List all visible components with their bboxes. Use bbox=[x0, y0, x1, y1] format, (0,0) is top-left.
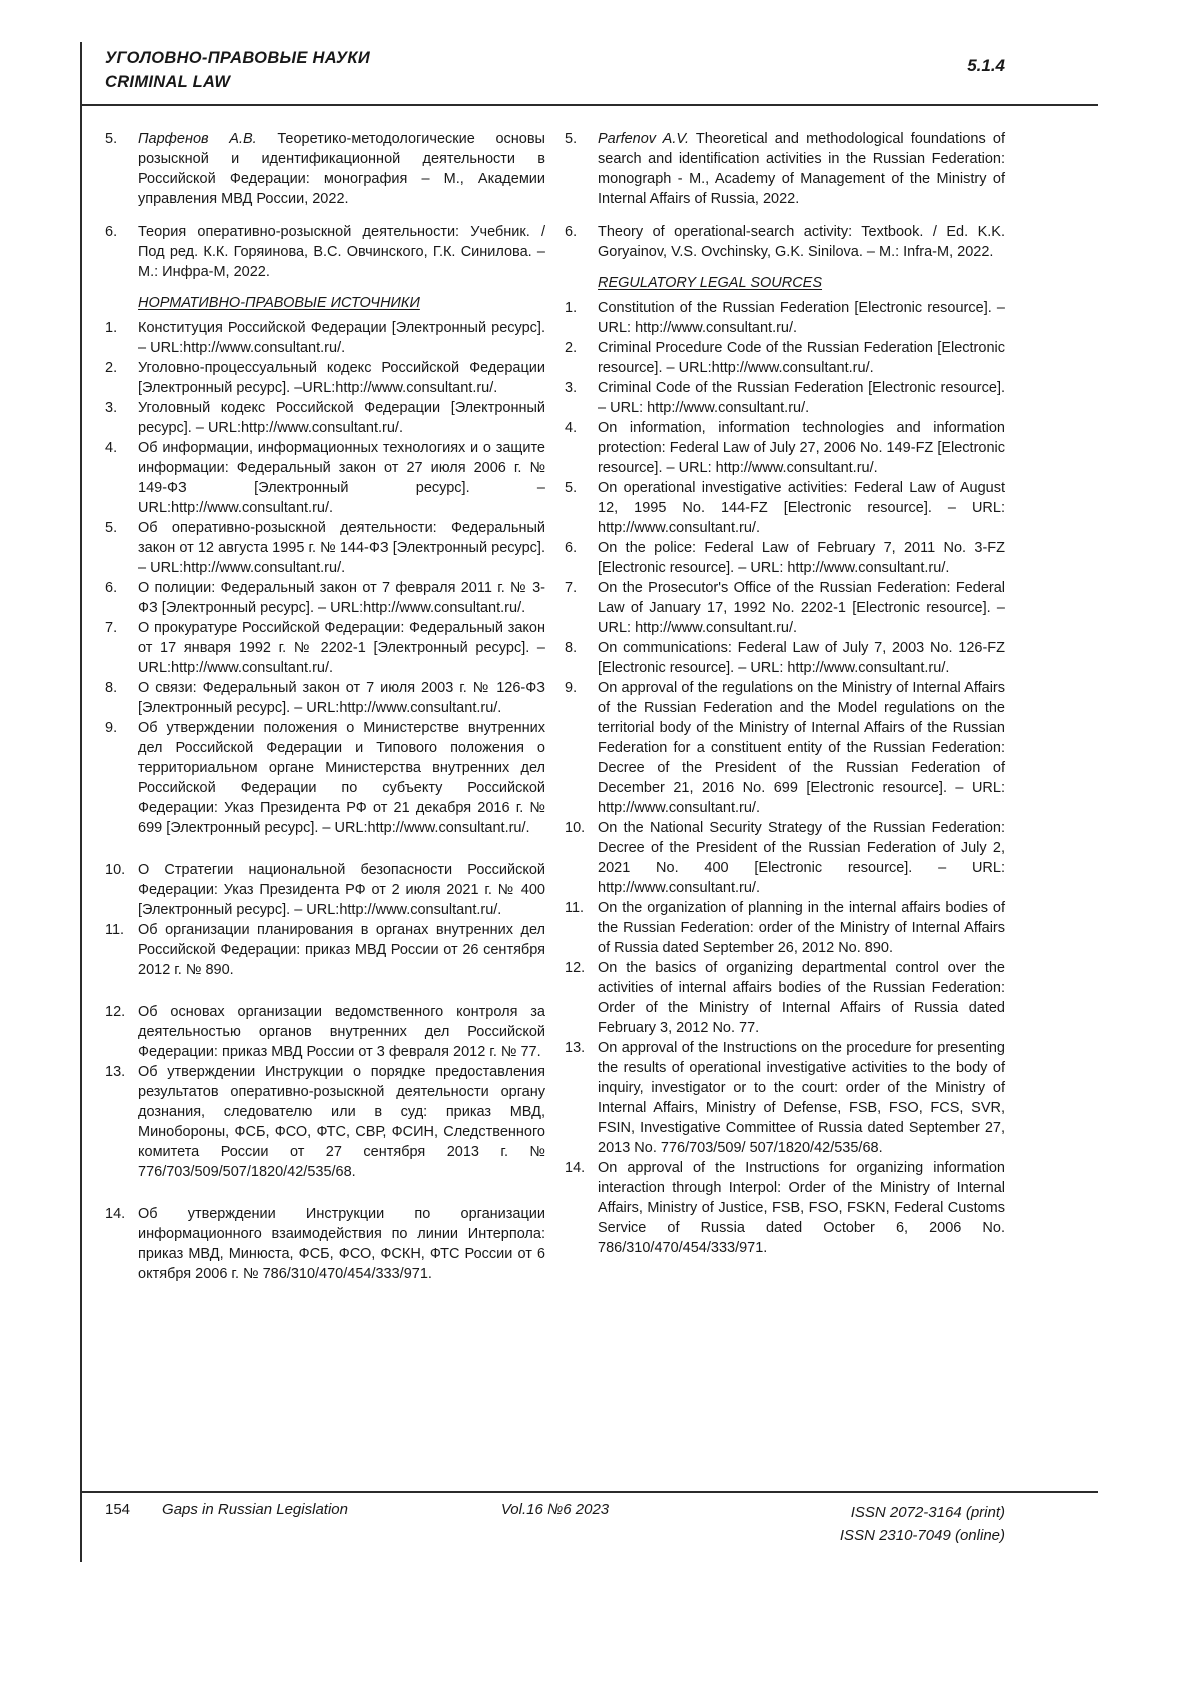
reference-body: Об утверждении Инструкции о порядке предоставления результатов оперативно-розыскной деятельности органу дознания, следователю или в суд: приказ МВД, Минобороны, ФСБ, ФСО, ФТС, СВР, ФСИН, Следственного комитета России от 27 сентября 2013 г. № 776/703/509/507/1820/42/535/68. bbox=[138, 1064, 545, 1180]
reference-text bbox=[138, 718, 545, 838]
reference-text bbox=[598, 538, 1005, 578]
source-item bbox=[105, 358, 545, 398]
source-item bbox=[105, 518, 545, 578]
source-item bbox=[565, 638, 1005, 678]
two-column-references bbox=[105, 129, 1005, 1284]
header-rule bbox=[80, 104, 1098, 106]
item-number: 1. bbox=[565, 300, 578, 316]
sources-heading-russian: НОРМАТИВНО-ПРАВОВЫЕ ИСТОЧНИКИ bbox=[138, 295, 420, 311]
reference-body: On the National Security Strategy of the Russian Federation: Decree of the President of the Russian Federation of July 2, 2021 No. 400 [Electronic resource]. – URL: http://www.consultant.ru/. bbox=[598, 820, 1005, 896]
reference-body: On approval of the Instructions for organizing information interaction through Interpol: Order of the Ministry of Internal Affairs, Ministry of Justice, FSB, FSO, FSKN, Federal Customs Service of Russia dated October 6, 2006 No. 786/310/470/454/333/971. bbox=[598, 1160, 1005, 1256]
page-header bbox=[105, 46, 1005, 94]
item-number: 6. bbox=[565, 224, 578, 240]
source-item bbox=[105, 1002, 545, 1062]
reference-text bbox=[138, 318, 545, 358]
reference-body: Теоретико-методологические основы розыскной и идентификационной деятельности в Российской Федерации: монография – М., Академии управления МВД России, 2022. bbox=[138, 131, 545, 207]
item-number: 5. bbox=[105, 131, 118, 147]
reference-body: О Стратегии национальной безопасности Российской Федерации: Указ Президента РФ от 2 июля 2021 г. № 400 [Электронный ресурс]. – URL:http://www.consultant.ru/. bbox=[138, 862, 545, 918]
reference-text bbox=[138, 398, 545, 438]
reference-text bbox=[598, 678, 1005, 818]
page-footer bbox=[105, 1501, 1005, 1547]
item-number: 3. bbox=[105, 400, 118, 416]
source-item bbox=[565, 898, 1005, 958]
source-item bbox=[105, 718, 545, 838]
reference-author: Парфенов А.В. bbox=[138, 131, 257, 147]
bibliography-list-english bbox=[565, 129, 1005, 262]
source-item bbox=[565, 538, 1005, 578]
source-item bbox=[105, 438, 545, 518]
source-item bbox=[565, 1158, 1005, 1258]
source-item bbox=[565, 338, 1005, 378]
reference-text bbox=[138, 860, 545, 920]
volume-issue: Vol.16 №6 2023 bbox=[500, 1501, 610, 1518]
journal-title: Gaps in Russian Legislation bbox=[162, 1501, 348, 1518]
item-number: 9. bbox=[105, 720, 118, 736]
source-item bbox=[105, 578, 545, 618]
sources-heading-english: REGULATORY LEGAL SOURCES bbox=[598, 275, 823, 291]
source-item bbox=[105, 920, 545, 980]
source-item bbox=[565, 578, 1005, 638]
reference-text bbox=[138, 1002, 545, 1062]
bibliography-item bbox=[565, 222, 1005, 262]
reference-body: О полиции: Федеральный закон от 7 февраля 2011 г. № 3-ФЗ [Электронный ресурс]. – URL:http://www.consultant.ru/. bbox=[138, 580, 545, 616]
reference-body: On the basics of organizing departmental control over the activities of internal affairs bodies of the Russian Federation: Order of the Ministry of Internal Affairs of Russia dated February 3, 2012 No. 77. bbox=[598, 960, 1005, 1036]
item-number: 14. bbox=[105, 1206, 126, 1222]
source-item bbox=[565, 378, 1005, 418]
reference-text bbox=[598, 129, 1005, 209]
reference-text bbox=[598, 818, 1005, 898]
reference-text bbox=[598, 338, 1005, 378]
reference-body: Об организации планирования в органах внутренних дел Российской Федерации: приказ МВД России от 26 сентября 2012 г. № 890. bbox=[138, 922, 545, 978]
reference-text bbox=[598, 1158, 1005, 1258]
source-item bbox=[105, 398, 545, 438]
reference-text bbox=[138, 618, 545, 678]
section-title-english: CRIMINAL LAW bbox=[105, 73, 231, 91]
reference-text bbox=[598, 898, 1005, 958]
item-number: 10. bbox=[565, 820, 586, 836]
column-russian bbox=[105, 129, 545, 1284]
reference-text bbox=[598, 418, 1005, 478]
reference-body: On approval of the regulations on the Ministry of Internal Affairs of the Russian Federation and the Model regulations on the territorial body of the Ministry of Internal Affairs of the Russian Federation for a constituent entity of the Russian Federation: Decree of the President of the Russian Federation of December 21, 2016 No. 699 [Electronic resource]. – URL: http://www.consultant.ru/. bbox=[598, 680, 1005, 816]
item-number: 4. bbox=[565, 420, 578, 436]
reference-text bbox=[598, 378, 1005, 418]
reference-body: О связи: Федеральный закон от 7 июля 2003 г. № 126-ФЗ [Электронный ресурс]. – URL:http://www.consultant.ru/. bbox=[138, 680, 545, 716]
issn-online: ISSN 2310-7049 (online) bbox=[839, 1527, 1005, 1544]
item-number: 4. bbox=[105, 440, 118, 456]
item-number: 10. bbox=[105, 862, 126, 878]
reference-body: О прокуратуре Российской Федерации: Федеральный закон от 17 января 1992 г. № 2202-1 [Электронный ресурс]. – URL:http://www.consultant.ru/. bbox=[138, 620, 545, 676]
page-number: 154 bbox=[105, 1501, 131, 1518]
footer-left-block bbox=[105, 1501, 414, 1547]
reference-text bbox=[598, 958, 1005, 1038]
reference-body: Criminal Code of the Russian Federation [Electronic resource]. – URL: http://www.consultant.ru/. bbox=[598, 380, 1005, 416]
item-number: 3. bbox=[565, 380, 578, 396]
source-item bbox=[565, 818, 1005, 898]
left-margin-rule bbox=[80, 42, 82, 1562]
item-number: 13. bbox=[105, 1064, 126, 1080]
item-number: 14. bbox=[565, 1160, 586, 1176]
footer-rule bbox=[80, 1491, 1098, 1493]
reference-body: Об оперативно-розыскной деятельности: Федеральный закон от 12 августа 1995 г. № 144-ФЗ [Электронный ресурс]. – URL:http://www.consultant.ru/. bbox=[138, 520, 545, 576]
reference-text bbox=[598, 1038, 1005, 1158]
source-item bbox=[565, 478, 1005, 538]
reference-body: On operational investigative activities: Federal Law of August 12, 1995 No. 144-FZ [Electronic resource]. – URL: http://www.consultant.ru/. bbox=[598, 480, 1005, 536]
source-item bbox=[565, 958, 1005, 1038]
reference-body: On approval of the Instructions on the procedure for presenting the results of operational investigative activities to the body of inquiry, investigator or to the court: order of the Ministry of Internal Affairs, Ministry of Defense, FSB, FSO, FCS, SVR, FSIN, Investigative Committee of Russia dated September 27, 2013 No. 776/703/509/ 507/1820/42/535/68. bbox=[598, 1040, 1005, 1156]
reference-text bbox=[138, 438, 545, 518]
section-titles bbox=[105, 46, 370, 94]
bibliography-item bbox=[105, 222, 545, 282]
reference-text bbox=[138, 678, 545, 718]
bibliography-item bbox=[565, 129, 1005, 209]
reference-author: Parfenov A.V. bbox=[598, 131, 689, 147]
column-english bbox=[565, 129, 1005, 1284]
item-number: 6. bbox=[565, 540, 578, 556]
reference-body: Об утверждении положения о Министерстве внутренних дел Российской Федерации и Типового положения о территориальном органе Министерства внутренних дел Российской Федерации по субъекту Российской Федерации: Указ Президента РФ от 21 декабря 2016 г. № 699 [Электронный ресурс]. – URL:http://www.consultant.ru/. bbox=[138, 720, 545, 836]
reference-body: Constitution of the Russian Federation [Electronic resource]. – URL: http://www.consultant.ru/. bbox=[598, 300, 1005, 336]
reference-text bbox=[138, 518, 545, 578]
reference-body: On the Prosecutor's Office of the Russian Federation: Federal Law of January 17, 1992 No. 2202-1 [Electronic resource]. – URL: http://www.consultant.ru/. bbox=[598, 580, 1005, 636]
source-item bbox=[105, 618, 545, 678]
item-number: 8. bbox=[565, 640, 578, 656]
reference-body: Теория оперативно-розыскной деятельности: Учебник. / Под ред. К.К. Горяинова, В.С. Овчинского, Г.К. Синилова. – М.: Инфра-М, 2022. bbox=[138, 224, 545, 280]
reference-body: On communications: Federal Law of July 7, 2003 No. 126-FZ [Electronic resource]. – URL: http://www.consultant.ru/. bbox=[598, 640, 1005, 676]
reference-text bbox=[138, 920, 545, 980]
reference-text bbox=[138, 578, 545, 618]
item-number: 12. bbox=[105, 1004, 126, 1020]
source-item bbox=[565, 678, 1005, 818]
item-number: 9. bbox=[565, 680, 578, 696]
source-item bbox=[105, 1204, 545, 1284]
reference-text bbox=[138, 1204, 545, 1284]
bibliography-item bbox=[105, 129, 545, 209]
item-number: 7. bbox=[105, 620, 118, 636]
item-number: 6. bbox=[105, 580, 118, 596]
section-title-russian: УГОЛОВНО-ПРАВОВЫЕ НАУКИ bbox=[105, 49, 371, 67]
item-number: 2. bbox=[565, 340, 578, 356]
item-number: 8. bbox=[105, 680, 118, 696]
source-item bbox=[105, 1062, 545, 1182]
reference-body: On the police: Federal Law of February 7, 2011 No. 3-FZ [Electronic resource]. – URL: http://www.consultant.ru/. bbox=[598, 540, 1005, 576]
reference-text bbox=[598, 478, 1005, 538]
reference-text bbox=[598, 298, 1005, 338]
source-item bbox=[565, 418, 1005, 478]
reference-text bbox=[138, 1062, 545, 1182]
reference-text bbox=[138, 358, 545, 398]
reference-body: Theory of operational-search activity: Textbook. / Ed. K.K. Goryainov, V.S. Ovchinsky, G.K. Sinilova. – M.: Infra-M, 2022. bbox=[598, 224, 1005, 260]
issn-block bbox=[696, 1501, 1005, 1547]
source-item bbox=[565, 1038, 1005, 1158]
item-number: 6. bbox=[105, 224, 118, 240]
issn-print: ISSN 2072-3164 (print) bbox=[850, 1504, 1005, 1521]
bibliography-list-russian bbox=[105, 129, 545, 282]
reference-text bbox=[138, 129, 545, 209]
reference-body: Об информации, информационных технологиях и о защите информации: Федеральный закон от 27 июля 2006 г. № 149-ФЗ [Электронный ресурс]. – URL:http://www.consultant.ru/. bbox=[138, 440, 545, 516]
reference-body: On the organization of planning in the internal affairs bodies of the Russian Federation: order of the Ministry of Internal Affairs of Russia dated September 26, 2012 No. 890. bbox=[598, 900, 1005, 956]
section-code: 5.1.4 bbox=[967, 56, 1005, 75]
item-number: 11. bbox=[565, 900, 585, 916]
item-number: 12. bbox=[565, 960, 586, 976]
reference-body: Уголовно-процессуальный кодекс Российской Федерации [Электронный ресурс]. –URL:http://www.consultant.ru/. bbox=[138, 360, 545, 396]
sources-list-russian bbox=[105, 318, 545, 1284]
item-number: 2. bbox=[105, 360, 118, 376]
reference-text bbox=[138, 222, 545, 282]
reference-text bbox=[598, 638, 1005, 678]
reference-text bbox=[598, 578, 1005, 638]
item-number: 5. bbox=[565, 480, 578, 496]
source-item bbox=[105, 318, 545, 358]
item-number: 1. bbox=[105, 320, 118, 336]
source-item bbox=[105, 860, 545, 920]
reference-body: Об утверждении Инструкции по организации информационного взаимодействия по линии Интерпола: приказ МВД, Минюста, ФСБ, ФСО, ФСКН, ФТС России от 6 октября 2006 г. № 786/310/470/454/333/971. bbox=[138, 1206, 545, 1282]
item-number: 7. bbox=[565, 580, 578, 596]
sources-list-english bbox=[565, 298, 1005, 1258]
item-number: 5. bbox=[565, 131, 578, 147]
source-item bbox=[565, 298, 1005, 338]
source-item bbox=[105, 678, 545, 718]
reference-body: Theoretical and methodological foundations of search and identification activities in the Russian Federation: monograph - M., Academy of Management of the Ministry of Internal Affairs of Russia, 2022. bbox=[598, 131, 1005, 207]
item-number: 11. bbox=[105, 922, 125, 938]
item-number: 5. bbox=[105, 520, 118, 536]
item-number: 13. bbox=[565, 1040, 586, 1056]
reference-text bbox=[598, 222, 1005, 262]
reference-body: Criminal Procedure Code of the Russian Federation [Electronic resource]. – URL:http://www.consultant.ru/. bbox=[598, 340, 1005, 376]
reference-body: On information, information technologies and information protection: Federal Law of July 27, 2006 No. 149-FZ [Electronic resource]. – URL: http://www.consultant.ru/. bbox=[598, 420, 1006, 476]
reference-body: Уголовный кодекс Российской Федерации [Электронный ресурс]. – URL:http://www.consultant.ru/. bbox=[138, 400, 545, 436]
reference-body: Конституция Российской Федерации [Электронный ресурс]. – URL:http://www.consultant.ru/. bbox=[138, 320, 545, 356]
reference-body: Об основах организации ведомственного контроля за деятельностью органов внутренних дел Российской Федерации: приказ МВД России от 3 февраля 2012 г. № 77. bbox=[138, 1004, 545, 1060]
